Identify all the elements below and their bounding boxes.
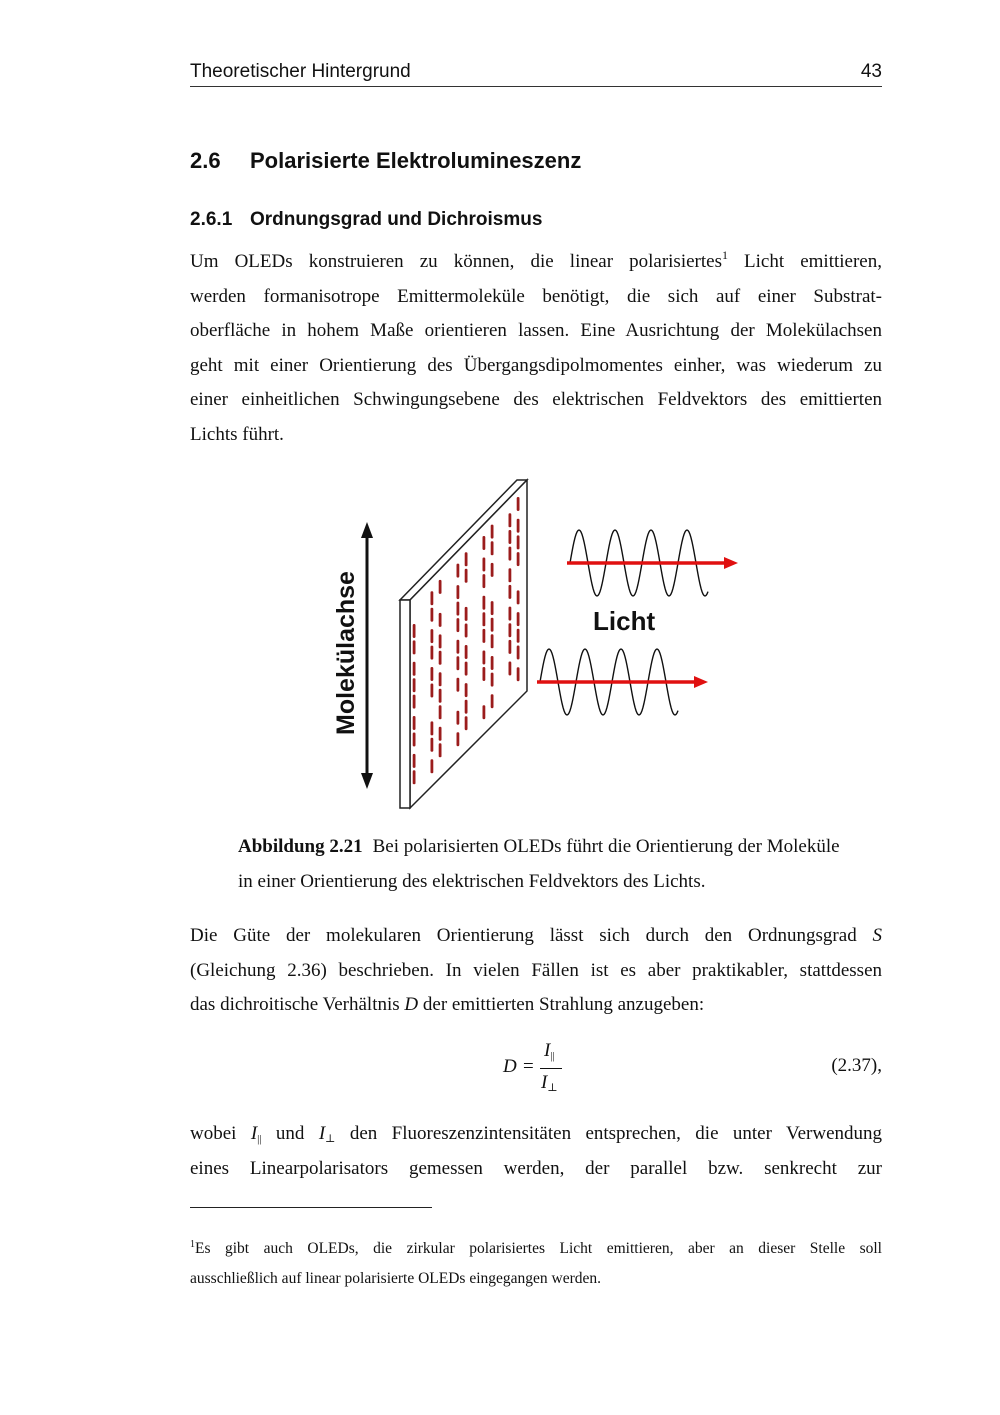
paragraph-line: Lichts führt. bbox=[190, 423, 284, 445]
emitter-molecule bbox=[491, 563, 494, 577]
emitter-molecule bbox=[413, 695, 416, 709]
emitter-molecule bbox=[483, 596, 486, 610]
figure-caption bbox=[238, 829, 883, 899]
emitter-molecule bbox=[509, 640, 512, 654]
emitter-molecule bbox=[413, 716, 416, 730]
section-heading bbox=[190, 148, 581, 174]
fraction-bar bbox=[540, 1068, 562, 1069]
emitter-molecule bbox=[431, 646, 434, 660]
emitter-molecule bbox=[457, 585, 460, 599]
substrate-plate bbox=[400, 480, 527, 808]
emitter-molecule bbox=[491, 673, 494, 687]
running-head-title: Theoretischer Hintergrund bbox=[190, 61, 411, 82]
emitter-molecule bbox=[439, 689, 442, 703]
emitter-molecule bbox=[517, 552, 520, 566]
emitter-molecule bbox=[457, 640, 460, 654]
emitter-molecule bbox=[413, 733, 416, 747]
emitter-molecule bbox=[483, 629, 486, 643]
emitter-molecule bbox=[439, 743, 442, 757]
emitter-molecule bbox=[439, 634, 442, 648]
emitter-molecule bbox=[517, 535, 520, 549]
emitter-molecule bbox=[509, 530, 512, 544]
section-title: Polarisierte Elektrolumineszenz bbox=[250, 148, 582, 173]
caption-line: in einer Orientierung des elektrischen Feldvektors des Lichts. bbox=[238, 871, 706, 892]
footnote-line: ausschließlich auf linear polarisierte OLEDs eingegangen werden. bbox=[190, 1270, 602, 1287]
subsection-heading bbox=[190, 209, 542, 231]
emitter-molecule bbox=[465, 683, 468, 697]
emitter-molecule bbox=[431, 721, 434, 735]
emitter-molecule bbox=[491, 525, 494, 539]
page-number: 43 bbox=[860, 61, 882, 82]
emitter-molecule bbox=[465, 569, 468, 583]
emitter-molecule bbox=[483, 558, 486, 572]
paragraph-line: Um OLEDs konstruieren zu können, die linear polarisiertes$^1$ Licht emittieren, bbox=[190, 248, 882, 272]
emitter-molecule bbox=[517, 612, 520, 626]
emitter-molecule bbox=[457, 678, 460, 692]
emitter-molecule bbox=[431, 629, 434, 643]
emitter-molecule bbox=[483, 705, 486, 719]
emitter-molecule bbox=[431, 684, 434, 698]
footnote-ref[interactable]: 1 bbox=[721, 248, 728, 262]
paragraph-line: Die Güte der molekularen Orientierung lässt sich durch den Ordnungsgrad S bbox=[190, 925, 882, 946]
emitter-molecule bbox=[431, 608, 434, 622]
emitter-molecule bbox=[431, 738, 434, 752]
emitter-molecule bbox=[491, 541, 494, 555]
paragraph-intensities bbox=[190, 1117, 882, 1186]
emitter-molecule bbox=[483, 536, 486, 550]
emitter-molecule bbox=[439, 672, 442, 686]
emitter-molecule bbox=[413, 678, 416, 692]
caption-line: Abbildung 2.21 Bei polarisierten OLEDs führt die Orientierung der Moleküle bbox=[238, 836, 840, 857]
emitter-molecule bbox=[509, 623, 512, 637]
emitter-molecule bbox=[413, 754, 416, 768]
subsection-number: 2.6.1 bbox=[190, 209, 233, 230]
emitter-molecule bbox=[483, 651, 486, 665]
emitter-molecule bbox=[457, 602, 460, 616]
molecule-axis-arrow bbox=[361, 522, 373, 789]
emitter-molecule bbox=[465, 552, 468, 566]
paragraph-intro bbox=[190, 245, 882, 453]
emitter-molecule bbox=[431, 667, 434, 681]
emitter-molecule bbox=[439, 613, 442, 627]
section-number: 2.6 bbox=[190, 148, 221, 173]
emitter-molecule bbox=[465, 700, 468, 714]
emitter-molecule bbox=[431, 759, 434, 773]
emitter-molecule bbox=[457, 656, 460, 670]
emitter-molecule bbox=[509, 585, 512, 599]
paragraph-line: das dichroitische Verhältnis D der emittierten Strahlung anzugeben: bbox=[190, 994, 705, 1016]
emitter-molecule bbox=[439, 727, 442, 741]
emitter-molecule bbox=[491, 694, 494, 708]
paragraph-line: wobei $I_{||}$ und $I_\perp$ den Fluoreszenzintensitäten entsprechen, die unter Verwendung bbox=[190, 1123, 883, 1145]
paragraph-line: werden formanisotrope Emittermoleküle benötigt, die sich auf einer Substrat- bbox=[190, 285, 882, 307]
footnote-mark: 1 bbox=[190, 1239, 195, 1250]
emitter-molecule bbox=[413, 624, 416, 638]
emitter-molecule bbox=[509, 513, 512, 527]
variable-D: D bbox=[404, 994, 419, 1016]
emitter-molecule bbox=[465, 662, 468, 676]
subsection-title: Ordnungsgrad und Dichroismus bbox=[250, 209, 543, 230]
equation-numerator: $I_{||}$ bbox=[544, 1040, 555, 1062]
equation-number: (2.37), bbox=[831, 1055, 882, 1076]
paragraph-line: (Gleichung 2.36) beschrieben. In vielen Fällen ist es aber praktikabler, stattdessen bbox=[190, 959, 882, 981]
paragraph-line: oberfläche in hohem Maße orientieren lassen. Eine Ausrichtung der Molekülachsen bbox=[190, 320, 882, 342]
emitter-molecule bbox=[483, 574, 486, 588]
emitter-molecule bbox=[457, 732, 460, 746]
paragraph-order-parameter bbox=[190, 919, 882, 1023]
equation-denominator: $I_\perp$ bbox=[541, 1072, 558, 1094]
molecule-axis-label: Molekülachse bbox=[332, 571, 360, 735]
emitter-molecule bbox=[517, 667, 520, 681]
emitter-molecule bbox=[431, 591, 434, 605]
light-label: Licht bbox=[593, 606, 656, 636]
emitter-molecule bbox=[491, 618, 494, 632]
emitter-molecule bbox=[509, 568, 512, 582]
footnote-line: $^1$Es gibt auch OLEDs, die zirkular polarisiertes Licht emittieren, aber an dieser Stelle soll bbox=[190, 1239, 882, 1257]
equation-lhs: D bbox=[503, 1056, 517, 1077]
emitter-molecule bbox=[491, 634, 494, 648]
emitter-molecule bbox=[465, 716, 468, 730]
emitter-molecule bbox=[413, 640, 416, 654]
emitter-molecule bbox=[439, 651, 442, 665]
emitter-molecule bbox=[457, 711, 460, 725]
light-arrow-lower bbox=[537, 676, 708, 688]
running-head bbox=[190, 60, 882, 87]
footnote-rule bbox=[190, 1207, 432, 1208]
emitter-molecule bbox=[465, 645, 468, 659]
emitter-molecule bbox=[483, 612, 486, 626]
emitter-molecule bbox=[457, 618, 460, 632]
emitter-molecule bbox=[517, 590, 520, 604]
footnote bbox=[190, 1234, 882, 1294]
emitter-molecule bbox=[517, 629, 520, 643]
light-arrow-upper bbox=[567, 557, 738, 569]
emitter-molecule bbox=[413, 662, 416, 676]
emitter-molecule bbox=[465, 607, 468, 621]
emitter-molecule bbox=[517, 646, 520, 660]
emitter-molecule bbox=[439, 580, 442, 594]
emitter-molecule bbox=[439, 705, 442, 719]
emitter-molecule bbox=[509, 607, 512, 621]
emitter-molecule bbox=[483, 667, 486, 681]
emitter-molecule bbox=[491, 601, 494, 615]
emitter-molecule bbox=[517, 497, 520, 511]
emitter-molecule bbox=[517, 519, 520, 533]
emitter-molecule bbox=[509, 547, 512, 561]
variable-S: S bbox=[872, 925, 882, 946]
caption-label: Abbildung 2.21 bbox=[238, 836, 363, 857]
emitter-molecule bbox=[413, 770, 416, 784]
paragraph-line: eines Linearpolarisators gemessen werden, der parallel bzw. senkrecht zur bbox=[190, 1157, 882, 1179]
equation-dichroic-ratio bbox=[490, 1040, 580, 1096]
emitter-molecule bbox=[465, 624, 468, 638]
emitter-molecule bbox=[457, 564, 460, 578]
emitter-molecule bbox=[509, 662, 512, 676]
paragraph-line: einer einheitlichen Schwingungsebene des elektrischen Feldvektors des emittierten bbox=[190, 389, 882, 411]
figure-polarized-oled bbox=[330, 478, 740, 813]
paragraph-line: geht mit einer Orientierung des Übergangsdipolmomentes einher, was wiederum zu bbox=[190, 354, 882, 376]
equation-equals: = bbox=[523, 1056, 534, 1077]
emitter-molecule bbox=[491, 656, 494, 670]
